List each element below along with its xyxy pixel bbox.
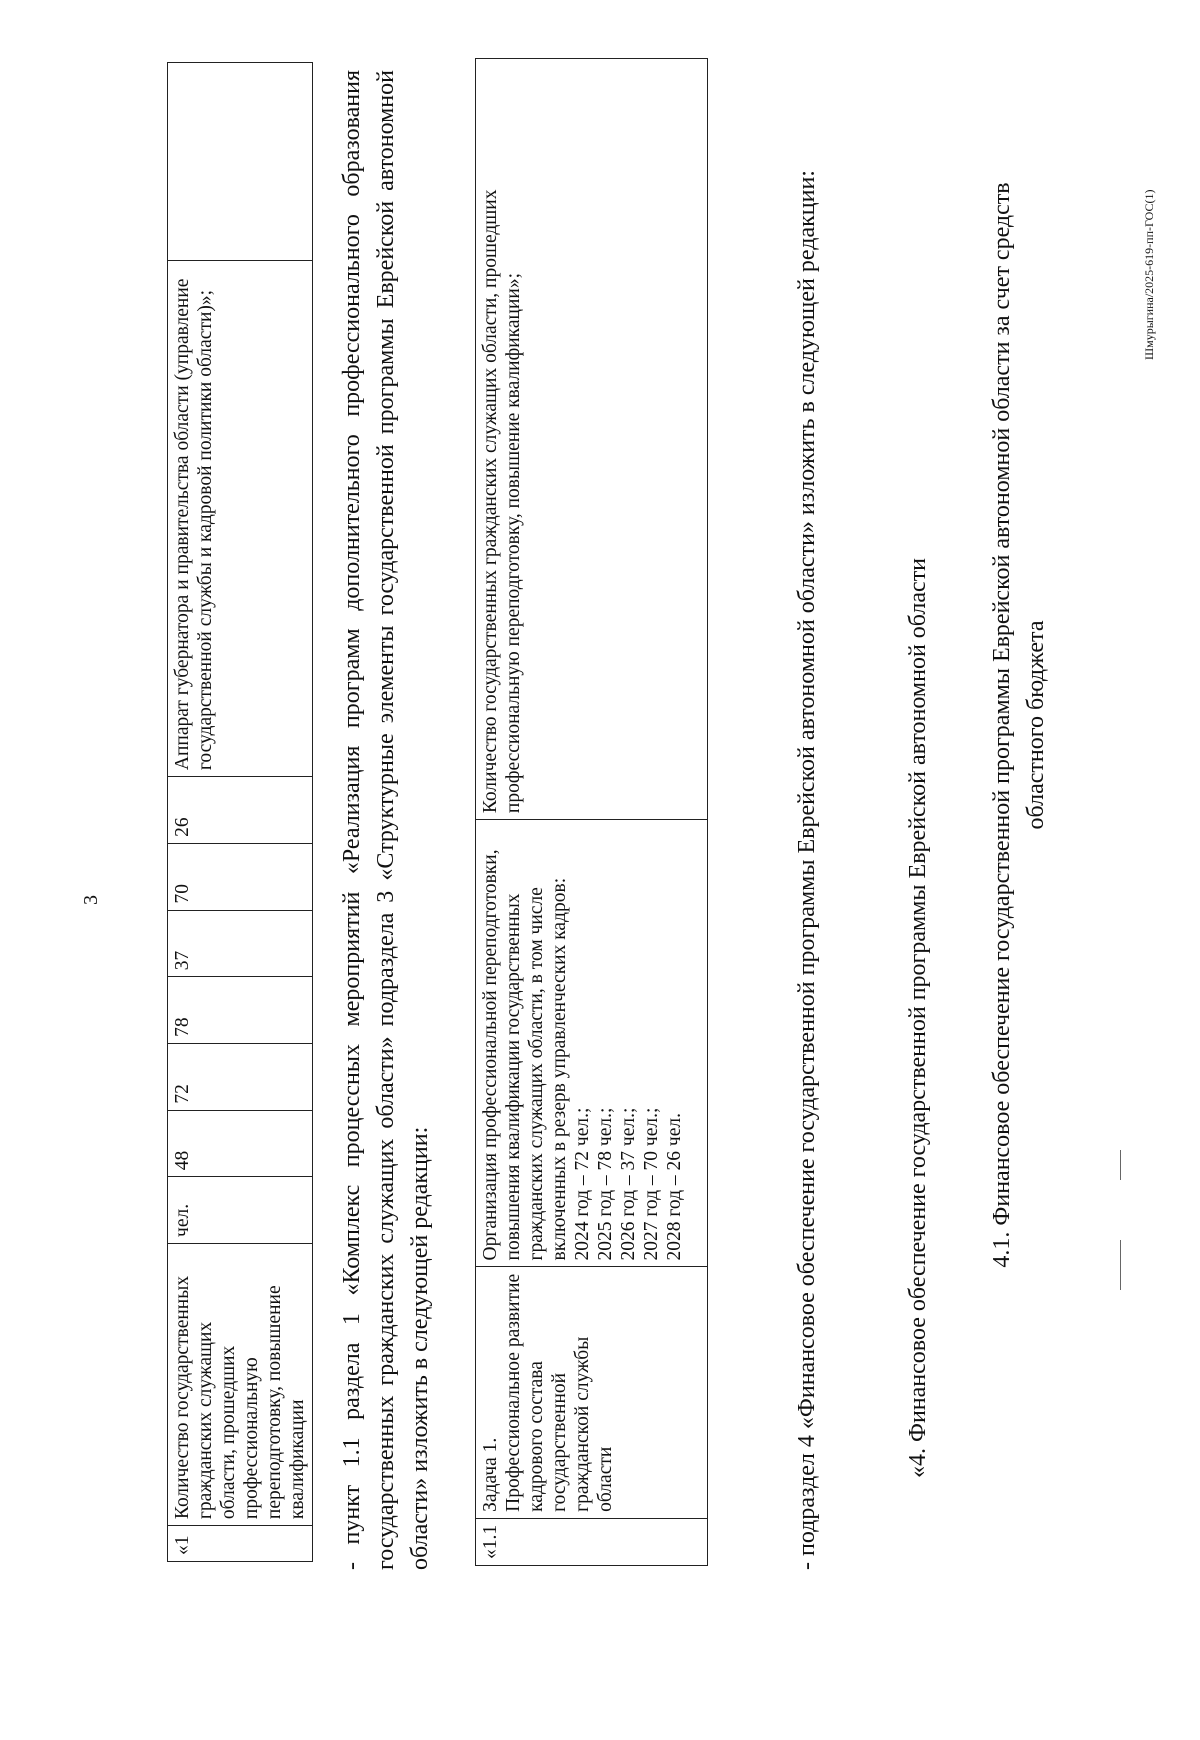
empty-cell bbox=[168, 63, 313, 261]
task-cell: Задача 1. Профессиональное развитие кадрового состава государственной гражданской службы области bbox=[476, 1267, 708, 1518]
paragraph-amendment-2: - подраздел 4 «Финансовое обеспечение государственной программы Еврейской автономной области» изложить в следующей редакции: bbox=[794, 170, 820, 1570]
measure-year: 2026 год – 37 чел.; bbox=[618, 1107, 639, 1261]
value-cell: 37 bbox=[168, 910, 313, 977]
scan-mark bbox=[1120, 1150, 1121, 1180]
indicator-cell: Количество государственных гражданских служащих области, прошедших профессиональную переподготовку, повышение квалификации»; bbox=[476, 59, 708, 820]
value-cell: 70 bbox=[168, 843, 313, 910]
value-cell: 78 bbox=[168, 977, 313, 1044]
value-cell: 72 bbox=[168, 1043, 313, 1110]
structural-elements-table bbox=[475, 58, 708, 1566]
measure-year: 2028 год – 26 чел. bbox=[664, 1113, 685, 1261]
scan-mark bbox=[1120, 1240, 1121, 1290]
table-row bbox=[476, 59, 708, 1566]
row-number: «1.1 bbox=[476, 1518, 708, 1565]
section-heading: «4. Финансовое обеспечение государственной программы Еврейской автономной области bbox=[905, 557, 931, 1478]
subsection-heading-line: 4.1. Финансовое обеспечение государственной программы Еврейской автономной области за счет средств bbox=[989, 182, 1015, 1268]
measure-year: 2024 год – 72 чел.; bbox=[572, 1107, 593, 1261]
indicators-table bbox=[167, 62, 313, 1562]
measure-year: 2027 год – 70 чел.; bbox=[641, 1107, 662, 1261]
responsible-cell: Аппарат губернатора и правительства области (управление государственной службы и кадровой политики области)»; bbox=[168, 261, 313, 777]
value-cell: 48 bbox=[168, 1110, 313, 1177]
measure-intro: Организация профессиональной переподготовки, повышения квалификации государственных гражданских служащих области, в том числе включенных в резерв управленческих кадров: bbox=[480, 849, 570, 1261]
unit-cell: чел. bbox=[168, 1177, 313, 1244]
indicator-name: Количество государственных гражданских служащих области, прошедших профессиональную переподготовку, повышение квалификации bbox=[168, 1243, 313, 1525]
document-footer-code: Шмурыгина/2025-619-пп-ГОС(1) bbox=[1142, 189, 1156, 360]
value-cell: 26 bbox=[168, 777, 313, 844]
paragraph-amendment-1: - пункт 1.1 раздела 1 «Комплекс процессных мероприятий «Реализация программ дополнительного профессионального образования государственных гражданских служащих области» подраздела 3 «Структурные элементы государственной программы Еврейской автономной области» изложить в следующей редакции: bbox=[339, 70, 433, 1570]
page-number: 3 bbox=[80, 895, 102, 905]
row-number: «1 bbox=[168, 1526, 313, 1562]
measure-cell bbox=[476, 820, 708, 1267]
subsection-heading bbox=[985, 70, 1053, 1380]
measure-year: 2025 год – 78 чел.; bbox=[595, 1107, 616, 1261]
table-row bbox=[168, 63, 313, 1562]
subsection-heading-line: областного бюджета bbox=[1023, 620, 1049, 830]
